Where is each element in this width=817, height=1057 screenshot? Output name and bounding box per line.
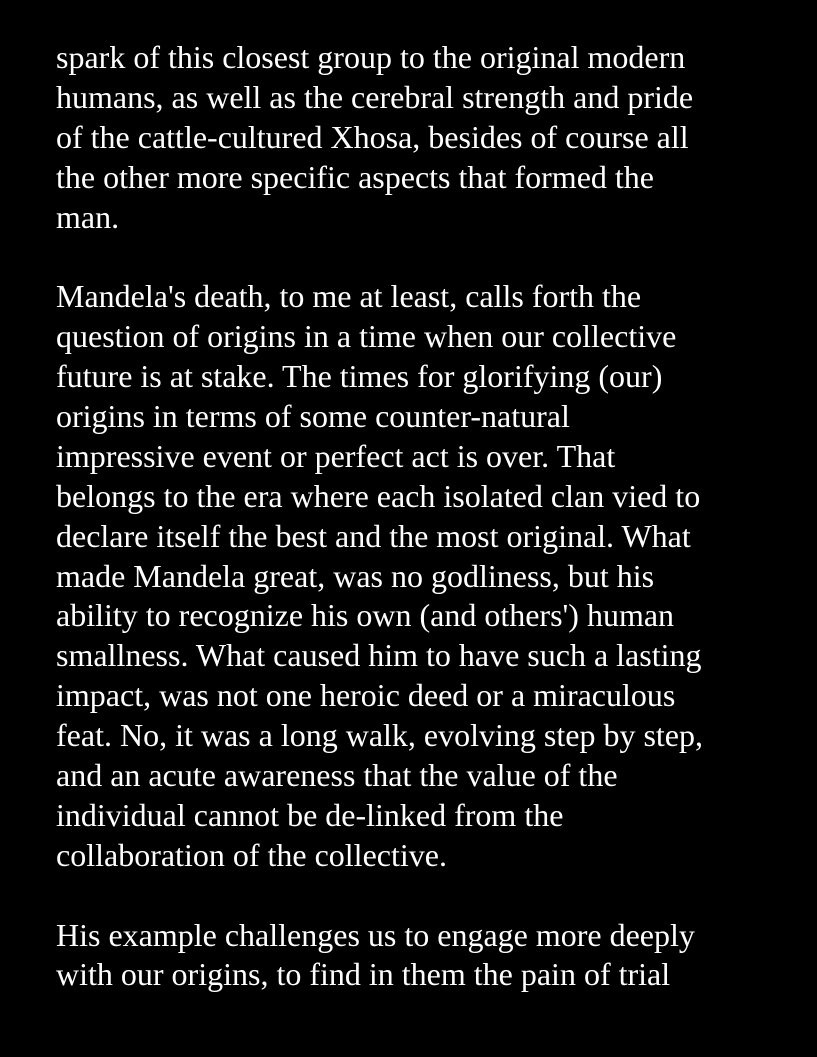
paragraph-break <box>56 876 796 916</box>
paragraph-1 <box>56 38 796 237</box>
text-line: and an acute awareness that the value of the <box>56 757 618 794</box>
text-line: humans, as well as the cerebral strength and pride <box>56 78 694 115</box>
text-line: man. <box>56 198 120 235</box>
text-line: with our origins, to find in them the pain of trial <box>56 956 671 993</box>
text-line: of the cattle-cultured Xhosa, besides of course all <box>56 118 689 155</box>
text-line: impressive event or perfect act is over. That <box>56 437 616 474</box>
text-line: Mandela's death, to me at least, calls forth the <box>56 278 642 315</box>
text-line: impact, was not one heroic deed or a miraculous <box>56 677 676 714</box>
paragraph-2 <box>56 277 796 875</box>
text-line: the other more specific aspects that formed the <box>56 158 654 195</box>
text-line: future is at stake. The times for glorifying (our) <box>56 358 663 395</box>
text-line: question of origins in a time when our collective <box>56 318 677 355</box>
text-line: spark of this closest group to the original modern <box>56 39 686 75</box>
text-line: individual cannot be de-linked from the <box>56 796 564 833</box>
text-line: declare itself the best and the most original. What <box>56 517 691 554</box>
text-line: smallness. What caused him to have such a lasting <box>56 637 702 674</box>
paragraph-3 <box>56 916 796 996</box>
text-line: collaboration of the collective. <box>56 836 447 873</box>
text-line: ability to recognize his own (and others') human <box>56 597 675 634</box>
document-page <box>56 38 796 995</box>
text-line: belongs to the era where each isolated clan vied to <box>56 477 701 514</box>
paragraph-break <box>56 237 796 277</box>
text-line: feat. No, it was a long walk, evolving step by step, <box>56 717 703 754</box>
text-line: origins in terms of some counter-natural <box>56 398 570 435</box>
text-line: made Mandela great, was no godliness, but his <box>56 557 655 594</box>
text-line: His example challenges us to engage more deeply <box>56 916 695 953</box>
